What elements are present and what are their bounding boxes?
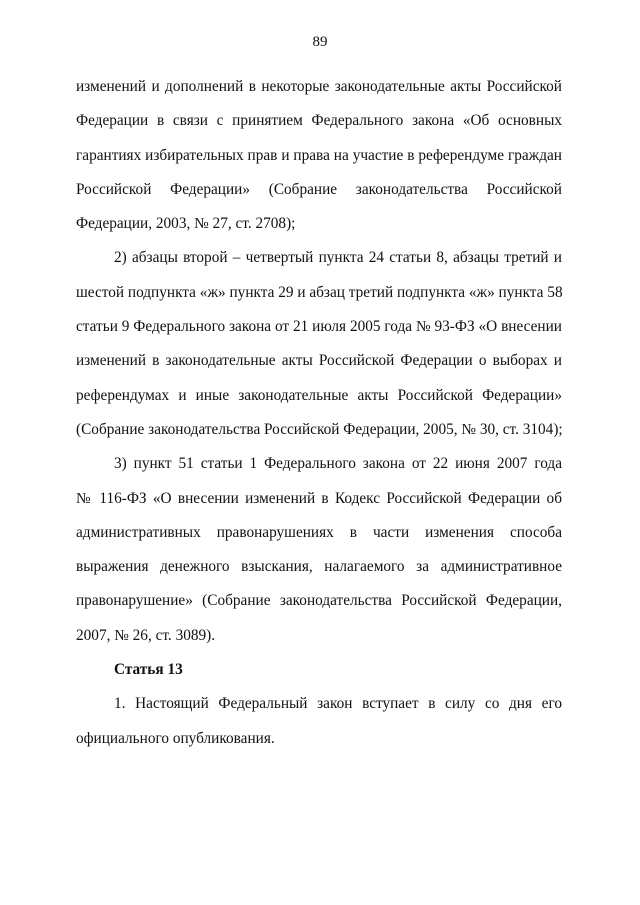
text-line: Федерации, 2003, № 27, ст. 2708); [76, 215, 296, 233]
text-line: административных правонарушениях в части изменения способа [76, 523, 562, 541]
article-heading: Статья 13 [114, 661, 183, 679]
text-line: официального опубликования. [76, 729, 275, 747]
text-line: изменений и дополнений в некоторые законодательные акты Российской [76, 78, 562, 95]
paragraph-continuation [76, 70, 562, 241]
text-line: гарантиях избирательных прав и права на участие в референдуме граждан [76, 146, 562, 164]
document-body [76, 70, 562, 756]
text-line: изменений в законодательные акты Российской Федерации о выборах и [76, 352, 562, 370]
text-line: 2007, № 26, ст. 3089). [76, 626, 216, 644]
page-number: 89 [312, 34, 328, 50]
text-line: Российской Федерации» (Собрание законодательства Российской [76, 180, 562, 198]
text-line: Федерации в связи с принятием Федерального закона «Об основных [76, 112, 562, 130]
paragraph-item-3 [76, 447, 562, 653]
text-line: 1. Настоящий Федеральный закон вступает в силу со дня его [114, 695, 562, 713]
text-line: референдумах и иные законодательные акты Российской Федерации» [76, 386, 562, 404]
paragraph-item-2 [76, 241, 562, 447]
text-line: правонарушение» (Собрание законодательства Российской Федерации, [76, 592, 562, 610]
text-line: шестой подпункта «ж» пункта 29 и абзац третий подпункта «ж» пункта 58 [76, 283, 563, 301]
text-line: 2) абзацы второй – четвертый пункта 24 статьи 8, абзацы третий и [114, 249, 562, 267]
article-paragraph [76, 687, 562, 756]
text-line: № 116-ФЗ «О внесении изменений в Кодекс Российской Федерации об [76, 489, 562, 507]
text-line: статьи 9 Федерального закона от 21 июля 2005 года № 93-ФЗ «О внесении [76, 318, 562, 336]
text-line: выражения денежного взыскания, налагаемого за административное [76, 558, 562, 576]
text-line: 3) пункт 51 статьи 1 Федерального закона от 22 июня 2007 года [114, 455, 562, 473]
text-line: (Собрание законодательства Российской Федерации, 2005, № 30, ст. 3104); [76, 420, 563, 438]
